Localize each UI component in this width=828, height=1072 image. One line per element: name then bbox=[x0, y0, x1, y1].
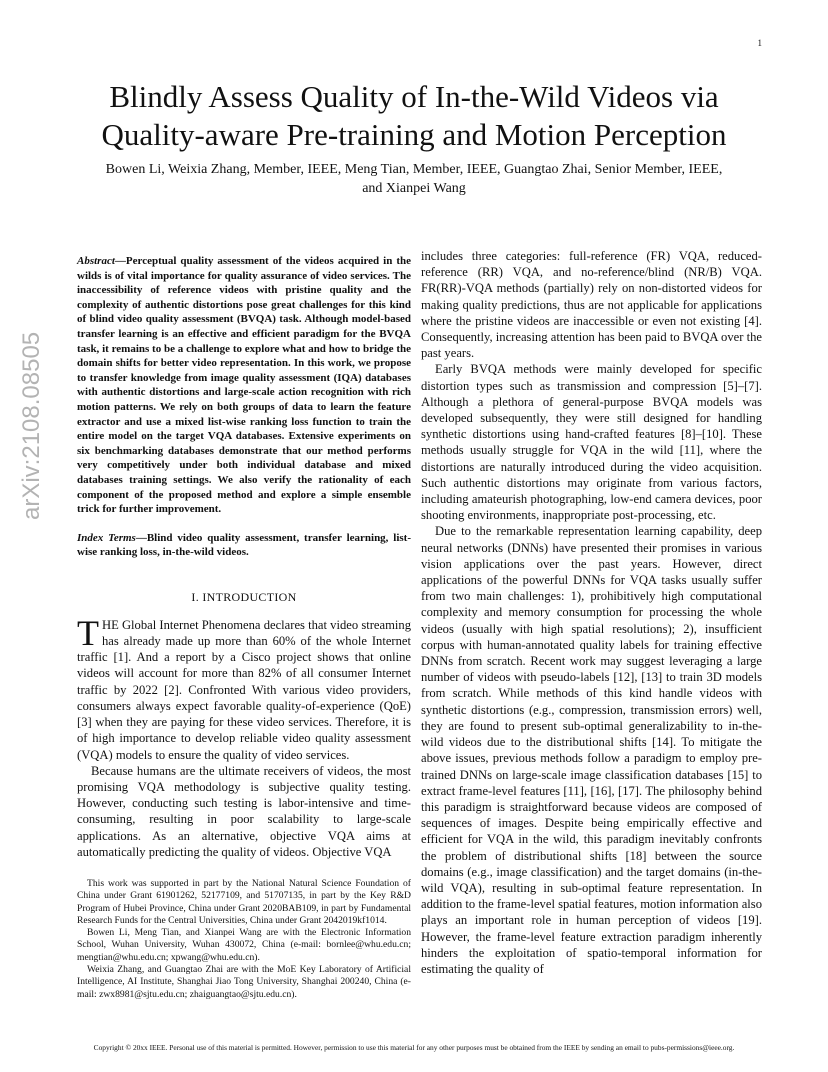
section-heading: I. INTRODUCTION bbox=[191, 589, 297, 604]
copyright-footer: Copyright © 20xx IEEE. Personal use of this material is permitted. However, permission to use this material for any other purposes must be obtained from the IEEE by sending an email to pubs-permissions@ieee.org. bbox=[93, 1043, 735, 1052]
left-column bbox=[77, 254, 411, 860]
drop-cap: T bbox=[77, 612, 99, 653]
page-number: 1 bbox=[757, 38, 762, 48]
right-paragraph-2: Early BVQA methods were mainly developed for specific distortion types such as transmission and compression [5]–[7]. Although a plethora of general-purpose BVQA models was developed subsequently, they were still designed for handling synthetic distortions using hand-crafted features [8]–[10]. These methods usually struggle for VQA in the wild [11], where the distortions are naturally introduced during the video acquisition. Such authentic distortions may originate from various factors, including amateurish photographing, low-end camera devices, poor shooting environments, inappropriate post-processing, etc. bbox=[421, 362, 762, 523]
intro-paragraph-1 bbox=[77, 612, 411, 763]
right-column bbox=[421, 248, 762, 977]
abstract-text: —Perceptual quality assessment of the videos acquired in the wilds is of vital importance for quality assurance of video services. The inaccessibility of reference videos with pristine quality and the complexity of authentic distortions pose great challenges for this kind of blind video quality assessment (BVQA) task. Although model-based transfer learning is an effective and efficient paradigm for the BVQA task, it remains to be a challenge to explore what and how to bridge the domain shifts for better video representation. In this work, we propose to transfer knowledge from image quality assessment (IQA) databases with authentic distortions and large-scale action recognition with rich motion patterns. We rely on both groups of data to learn the feature extractor and use a mixed list-wise ranking loss function to train the entire model on the target VQA databases. Extensive experiments on six benchmarking databases demonstrate that our method performs very competitively under both individual database and mixed databases training settings. We also verify the rationality of each component of the proposed method and explore a simple ensemble trick for further improvement. bbox=[77, 255, 411, 516]
authors-line-1: Bowen Li, Weixia Zhang, Member, IEEE, Meng Tian, Member, IEEE, Guangtao Zhai, Senior Member, IEEE, bbox=[105, 162, 723, 177]
index-terms bbox=[77, 531, 411, 560]
arxiv-watermark: arXiv:2108.08505 bbox=[18, 331, 45, 520]
authors-line-2: and Xianpei Wang bbox=[362, 181, 466, 196]
abstract bbox=[77, 254, 411, 517]
title-line-2: Quality-aware Pre-training and Motion Perception bbox=[101, 117, 727, 152]
intro-paragraph-1-text: HE Global Internet Phenomena declares that video streaming has already made up more than 60% of the whole Internet traffic [1]. And a report by a Cisco project shows that online videos will account for more than 82% of all consumer Internet traffic by 2022 [2]. Confronted With various video providers, consumers always expect favorable quality-of-experience (QoE) [3] when they are paying for these video services. Therefore, it is of high importance to develop reliable video quality assessment (VQA) models to ensure the quality of video services. bbox=[77, 617, 411, 762]
right-paragraph-1: includes three categories: full-reference (FR) VQA, reduced-reference (RR) VQA, and no-reference/blind (NR/B) VQA. FR(RR)-VQA methods (partially) rely on non-distorted videos for making quality predictions, thus are not applicable for applications where the pristine videos are inaccessible or even not existing [4]. Consequently, increasing attention has been paid to BVQA over the past years. bbox=[421, 249, 762, 361]
footnotes bbox=[77, 878, 411, 1001]
author-list bbox=[60, 160, 768, 198]
right-paragraph-3: Due to the remarkable representation learning capability, deep neural networks (DNNs) have presented their promises in various vision applications over the past years. However, direct applications of the powerful DNNs for VQA tasks usually suffer from two main challenges: 1), prohibitively high computational complexity and memory consumption for processing the whole videos (usually with high spatial resolutions); 2), insufficient corpus with human-annotated quality labels for training effective DNNs from scratch. Recent work may suggest leveraging a large number of videos with pseudo-labels [12], [13] to train 3D models from scratch. While methods of this kind handle videos with synthetic distortions (e.g., compression, transmission errors) well, they are found to present sub-optimal generalizability to in-the-wild videos due to the distributional shifts [14]. To mitigate the above issues, previous methods follow a paradigm to employ pre-trained DNNs on large-scale image classification databases [15] to extract frame-level features [11], [16], [17]. The philosophy behind this paradigm is straightforward because videos are composed of sequences of images. Despite being empirically effective and efficient for VQA in the wild, this paradigm inevitably confronts the problem of distributional shifts [18] between the source domains (e.g., image classification) and the target domains (in-the-wild VQA), resulting in sub-optimal feature representation. In addition to the frame-level spatial features, motion information also plays an important role in human perception of videos [19]. However, the frame-level feature extraction paradigm inherently hinders the exploitation of spatio-temporal information for estimating the quality of bbox=[421, 524, 762, 976]
paper-title bbox=[60, 78, 768, 154]
abstract-label: Abstract bbox=[77, 255, 115, 267]
footnote-affiliation-1: Bowen Li, Meng Tian, and Xianpei Wang are with the Electronic Information School, Wuhan University, Wuhan 430072, China (e-mail: bornlee@whu.edu.cn; mengtian@whu.edu.cn; xpwang@whu.edu.cn). bbox=[77, 927, 411, 963]
footnote-funding: This work was supported in part by the National Natural Science Foundation of China under Grant 61901262, 52177109, and 51707135, in part by the Key R&D Program of Hubei Province, China under Grant 2020BAB109, in part by Fundamental Research Funds for the Central Universities, China under Grant 2042019kf1014. bbox=[77, 878, 411, 926]
intro-paragraph-2: Because humans are the ultimate receivers of videos, the most promising VQA methodology is subjective quality testing. However, conducting such testing is labor-intensive and time-consuming, resulting in poor scalability to large-scale applications. As an alternative, objective VQA aims at automatically predicting the quality of videos. Objective VQA bbox=[77, 763, 411, 859]
footnote-affiliation-2: Weixia Zhang, and Guangtao Zhai are with the MoE Key Laboratory of Artificial Intelligence, AI Institute, Shanghai Jiao Tong University, Shanghai 200240, China (e-mail: zwx8981@sjtu.edu.cn; zhaiguangtao@sjtu.edu.cn). bbox=[77, 964, 411, 1000]
title-line-1: Blindly Assess Quality of In-the-Wild Videos via bbox=[109, 79, 719, 114]
index-terms-label: Index Terms bbox=[77, 531, 136, 544]
index-terms-text: —Blind video quality assessment, transfer learning, list-wise ranking loss, in-the-wild videos. bbox=[77, 531, 411, 559]
